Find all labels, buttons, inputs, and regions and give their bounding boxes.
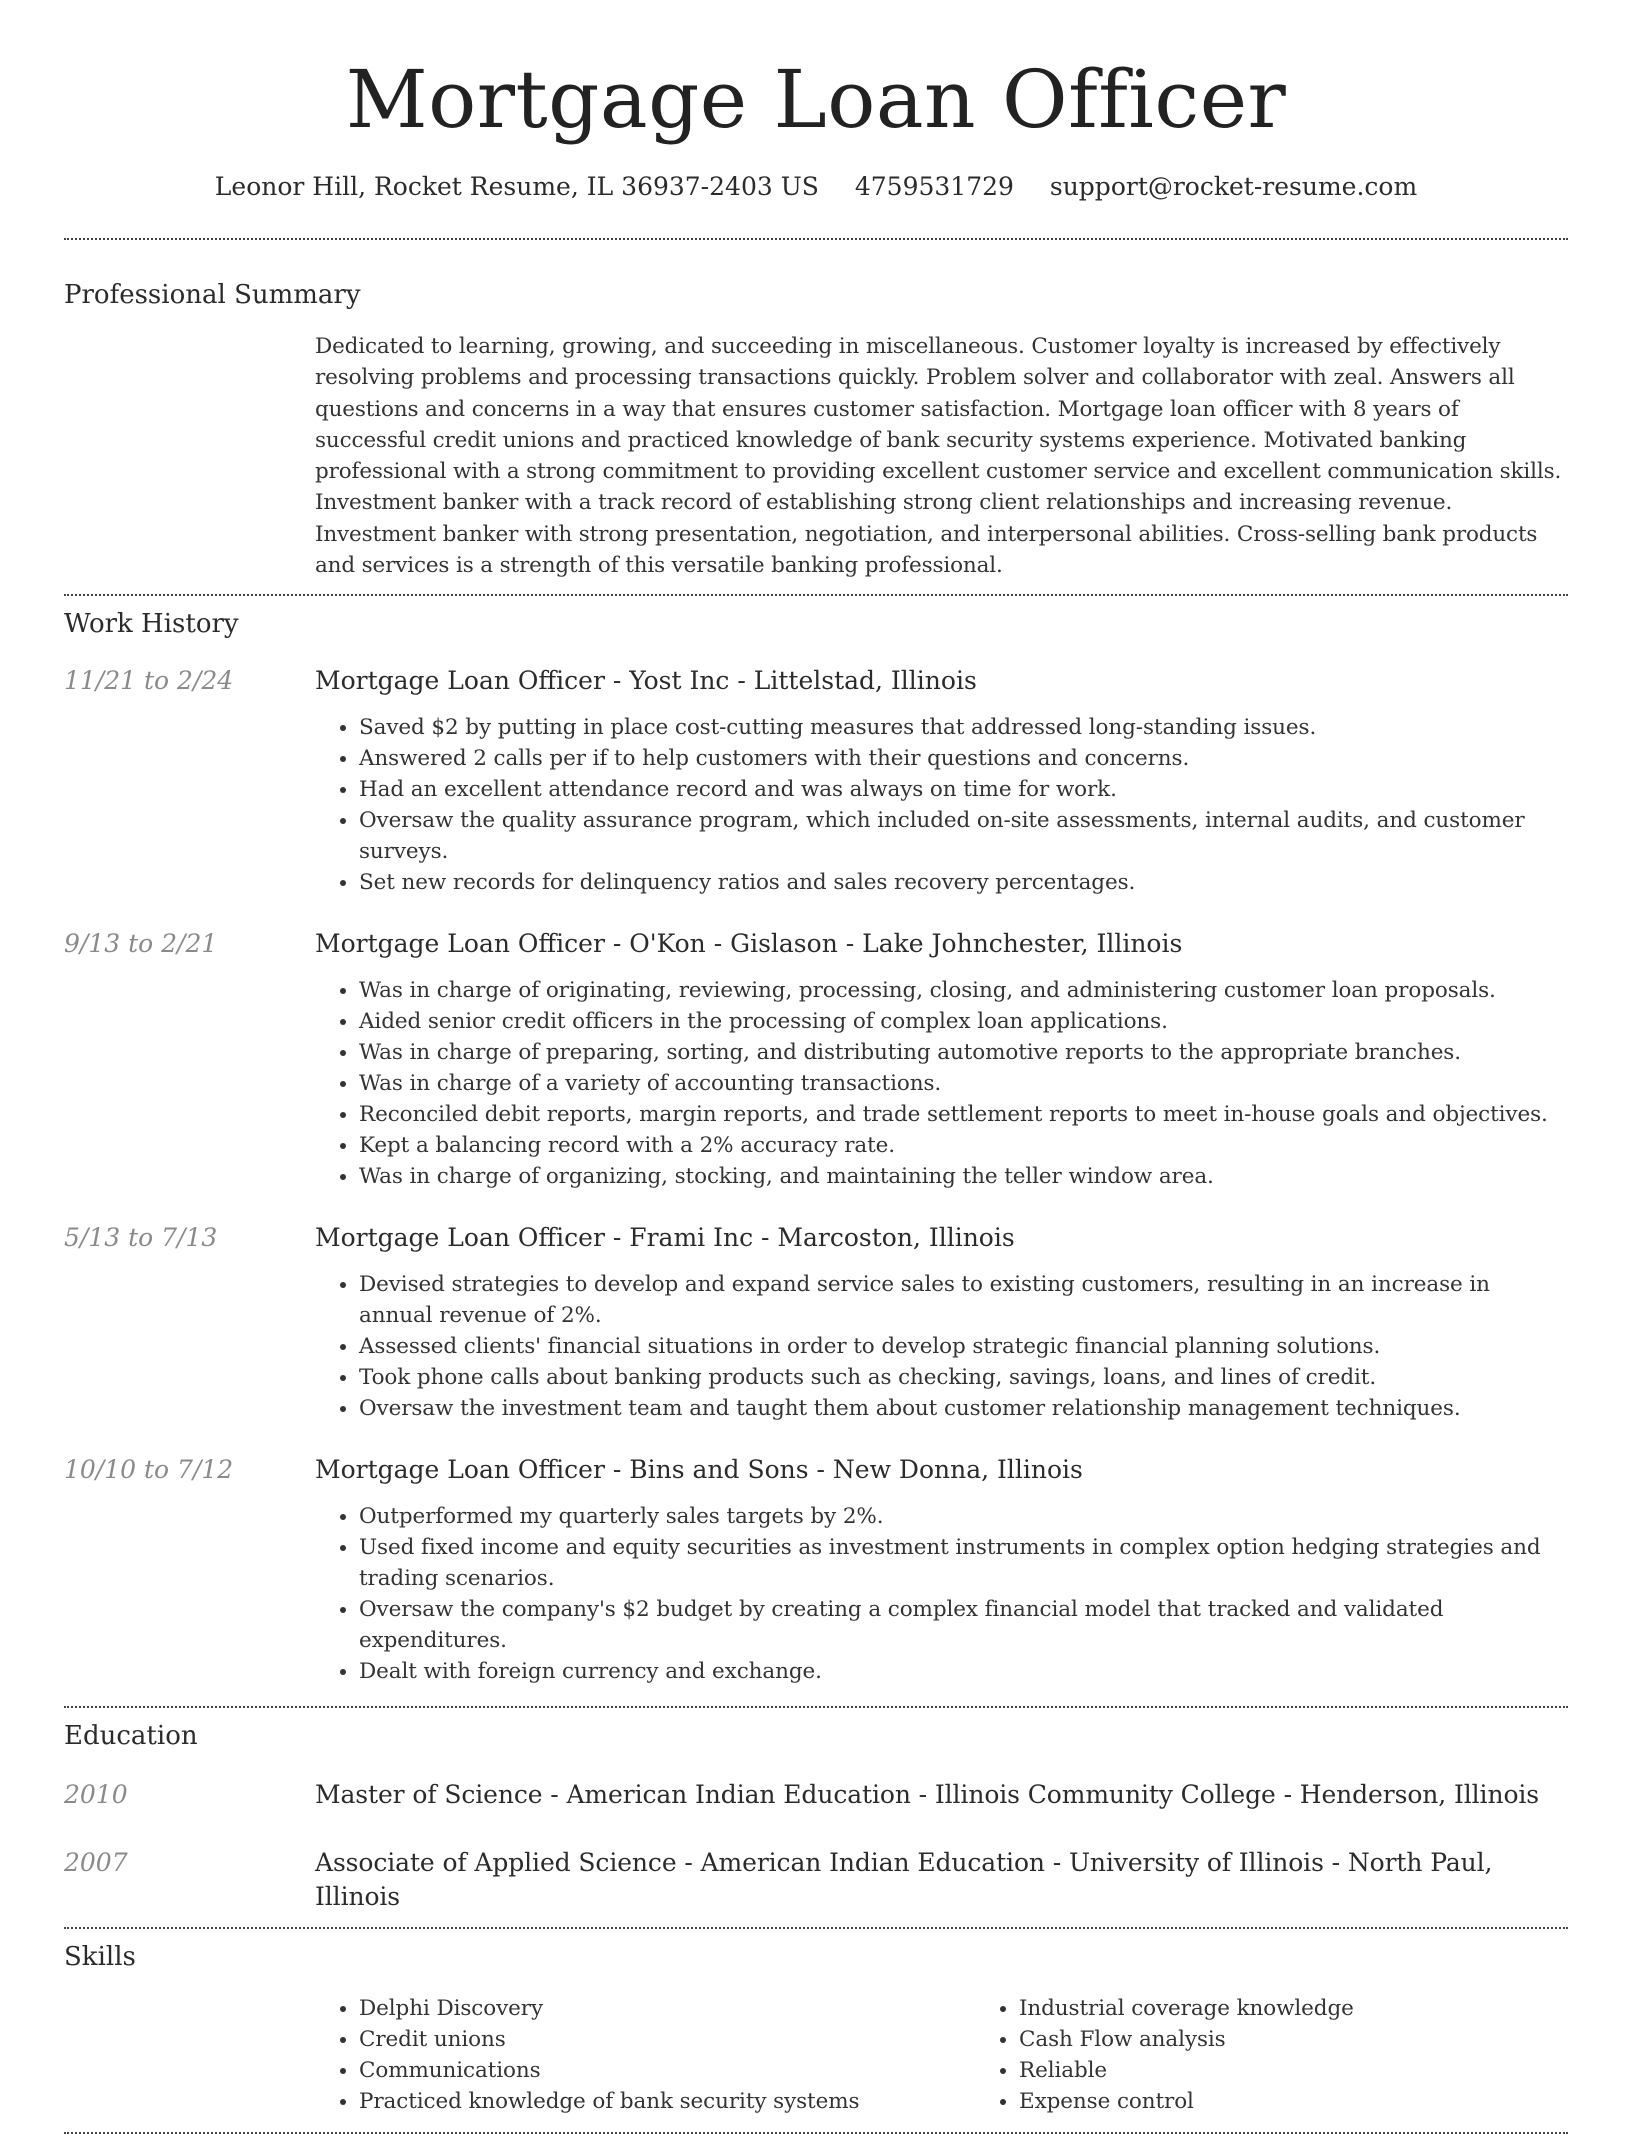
skill-item: • Practiced knowledge of bank security systems xyxy=(359,2086,975,2117)
work-entry xyxy=(64,664,1568,898)
list-item: • Answered 2 calls per if to help customers with their questions and concerns. xyxy=(359,743,1568,774)
section-title-summary: Professional Summary xyxy=(64,280,361,310)
skills-section xyxy=(64,1929,1568,2117)
job-dates: 9/13 to 2/21 xyxy=(64,929,218,959)
education-entry xyxy=(64,1846,1568,1914)
contact-line xyxy=(64,170,1568,204)
list-item: • Kept a balancing record with a 2% accuracy rate. xyxy=(359,1130,1568,1161)
list-item: • Had an excellent attendance record and was always on time for work. xyxy=(359,774,1568,805)
education-entry xyxy=(64,1778,1568,1812)
job-title: Mortgage Loan Officer - Yost Inc - Littelstad, Illinois xyxy=(315,666,977,696)
skill-item: • Expense control xyxy=(1019,2086,1619,2117)
list-item: • Was in charge of preparing, sorting, and distributing automotive reports to the appropriate branches. xyxy=(359,1037,1568,1068)
skill-item: • Cash Flow analysis xyxy=(1019,2024,1619,2055)
section-title-work-history: Work History xyxy=(64,609,239,640)
list-item: • Oversaw the quality assurance program, which included on-site assessments, internal audits, and customer surveys. xyxy=(359,805,1568,867)
list-item: • Devised strategies to develop and expand service sales to existing customers, resulting in an increase in annual revenue of 2%. xyxy=(359,1269,1568,1331)
job-title: Mortgage Loan Officer - Frami Inc - Marcoston, Illinois xyxy=(315,1223,1015,1253)
work-entry xyxy=(64,927,1568,1192)
list-item: • Was in charge of originating, reviewing, processing, closing, and administering customer loan proposals. xyxy=(359,975,1568,1006)
work-entry xyxy=(64,1221,1568,1424)
list-item: • Oversaw the company's $2 budget by creating a complex financial model that tracked and validated expenditures. xyxy=(359,1594,1568,1656)
skills-list-right xyxy=(975,1993,1619,2117)
list-item: • Assessed clients' financial situations in order to develop strategic financial planning solutions. xyxy=(359,1331,1568,1362)
skill-item: • Reliable xyxy=(1019,2055,1619,2086)
job-dates: 11/21 to 2/24 xyxy=(64,666,234,696)
contact-phone: 4759531729 xyxy=(854,172,1014,201)
candidate-name: Mortgage Loan Officer xyxy=(345,53,1287,146)
job-title: Mortgage Loan Officer - Bins and Sons - New Donna, Illinois xyxy=(315,1455,1083,1485)
education-year: 2007 xyxy=(64,1848,128,1878)
contact-email: support@rocket-resume.com xyxy=(1049,172,1418,201)
job-dates: 5/13 to 7/13 xyxy=(64,1223,218,1253)
job-title: Mortgage Loan Officer - O'Kon - Gislason - Lake Johnchester, Illinois xyxy=(315,929,1183,959)
education-title: Master of Science - American Indian Education - Illinois Community College - Henderson, Illinois xyxy=(315,1780,1540,1810)
job-bullets xyxy=(315,1501,1568,1687)
list-item: • Dealt with foreign currency and exchange. xyxy=(359,1656,1568,1687)
job-dates: 10/10 to 7/12 xyxy=(64,1455,234,1485)
list-item: • Was in charge of organizing, stocking, and maintaining the teller window area. xyxy=(359,1161,1568,1192)
list-item: • Outperformed my quarterly sales targets by 2%. xyxy=(359,1501,1568,1532)
job-bullets xyxy=(315,1269,1568,1424)
education-title: Associate of Applied Science - American Indian Education - University of Illinois - North Paul, Illinois xyxy=(315,1848,1493,1912)
education-section xyxy=(64,1708,1568,1914)
education-year: 2010 xyxy=(64,1780,128,1810)
skill-item: • Delphi Discovery xyxy=(359,1993,975,2024)
job-bullets xyxy=(315,712,1568,898)
list-item: • Reconciled debit reports, margin reports, and trade settlement reports to meet in-house goals and objectives. xyxy=(359,1099,1568,1130)
summary-text: Dedicated to learning, growing, and succeeding in miscellaneous. Customer loyalty is increased by effectively resolving problems and processing transactions quickly. Problem solver and collaborator with zeal. Answers all questions and concerns in a way that ensures customer satisfaction. Mortgage loan officer with 8 years of successful credit unions and practiced knowledge of bank security systems experience. Motivated banking professional with a strong commitment to providing excellent customer service and excellent communication skills. Investment banker with a track record of establishing strong client relationships and increasing revenue. Investment banker with strong presentation, negotiation, and interpersonal abilities. Cross-selling bank products and services is a strength of this versatile banking professional. xyxy=(315,334,1562,579)
list-item: • Oversaw the investment team and taught them about customer relationship management techniques. xyxy=(359,1393,1568,1424)
job-bullets xyxy=(315,975,1568,1192)
work-entry xyxy=(64,1453,1568,1687)
skill-item: • Industrial coverage knowledge xyxy=(1019,1993,1619,2024)
list-item: • Aided senior credit officers in the processing of complex loan applications. xyxy=(359,1006,1568,1037)
section-title-education: Education xyxy=(64,1721,198,1752)
work-history-section xyxy=(64,596,1568,1687)
skill-item: • Credit unions xyxy=(359,2024,975,2055)
list-item: • Was in charge of a variety of accounting transactions. xyxy=(359,1068,1568,1099)
contact-address: Leonor Hill, Rocket Resume, IL 36937-2403 US xyxy=(214,172,819,201)
skills-list-left xyxy=(315,1993,975,2117)
skill-item: • Communications xyxy=(359,2055,975,2086)
summary-section xyxy=(64,240,1568,581)
list-item: • Used fixed income and equity securities as investment instruments in complex option hedging strategies and trading scenarios. xyxy=(359,1532,1568,1594)
list-item: • Set new records for delinquency ratios and sales recovery percentages. xyxy=(359,867,1568,898)
section-title-skills: Skills xyxy=(64,1942,136,1973)
list-item: • Took phone calls about banking products such as checking, savings, loans, and lines of credit. xyxy=(359,1362,1568,1393)
list-item: • Saved $2 by putting in place cost-cutting measures that addressed long-standing issues. xyxy=(359,712,1568,743)
